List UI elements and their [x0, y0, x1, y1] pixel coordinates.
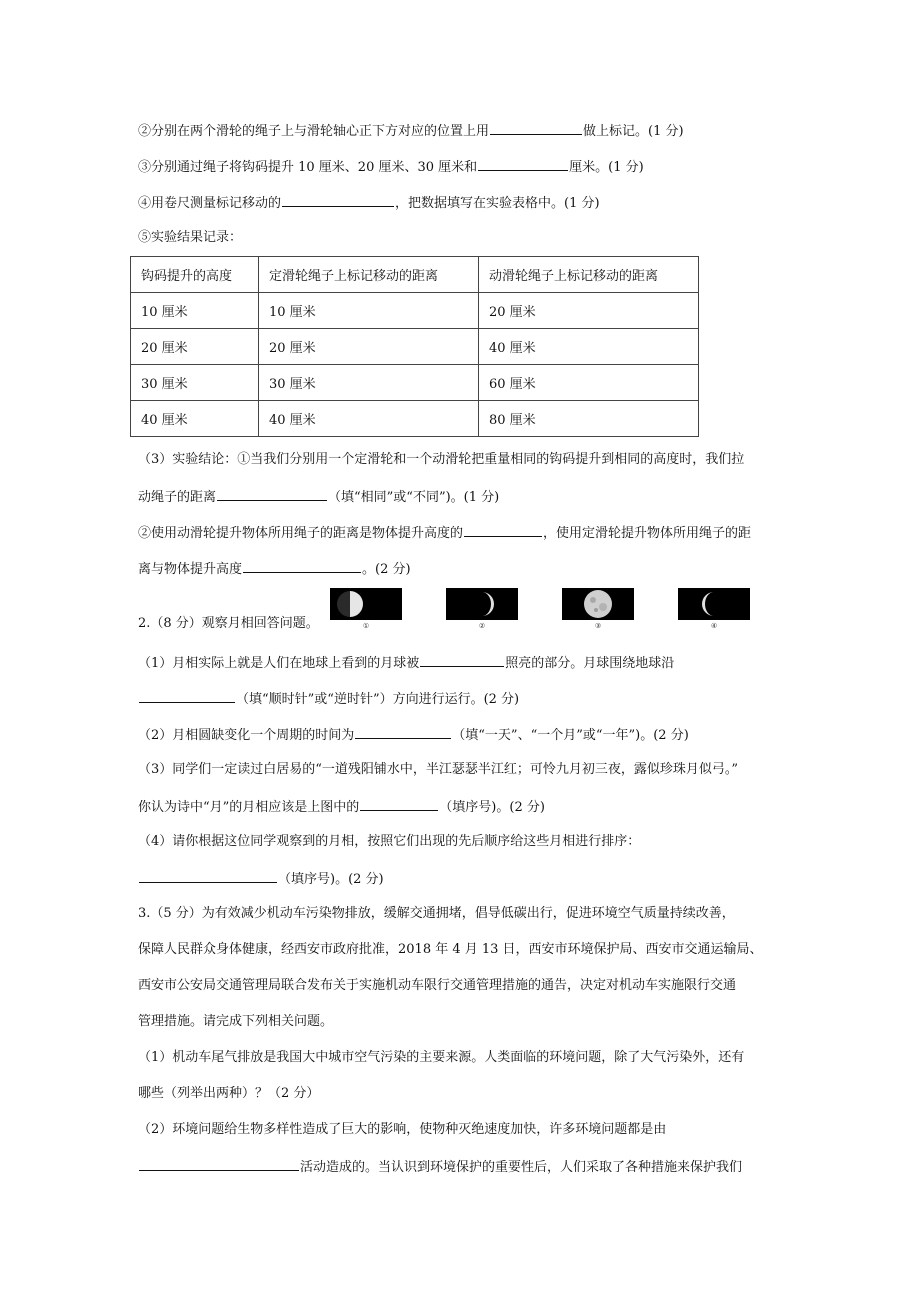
step-4-line	[138, 192, 600, 214]
step-3-line	[138, 156, 644, 178]
conclusion-text: ②使用动滑轮提升物体所用绳子的距离是物体提升高度的	[138, 526, 464, 541]
answer-blank[interactable]	[139, 868, 277, 883]
table-header-cell: 钩码提升的高度	[131, 257, 259, 293]
moon-label: ①	[362, 622, 370, 630]
answer-blank[interactable]	[282, 192, 394, 207]
table-row	[131, 329, 699, 365]
q2-part-1-line-2	[138, 688, 519, 710]
question-2-title: 2.（8 分）观察月相回答问题。	[138, 616, 319, 631]
table-cell: 20 厘米	[479, 293, 699, 329]
table-cell: 40 厘米	[131, 401, 259, 437]
answer-blank[interactable]	[420, 652, 504, 667]
q3-part-1-line-1: （1）机动车尾气排放是我国大中城市空气污染的主要来源。人类面临的环境问题，除了大气污染外，还有	[138, 1050, 745, 1065]
q2-text: （填序号)。(2 分)	[278, 872, 384, 887]
conclusion-line-1: （3）实验结论：①当我们分别用一个定滑轮和一个动滑轮把重量相同的钩码提升到相同的高度时，我们拉	[138, 452, 745, 467]
q3-part-2-line-2	[138, 1156, 742, 1178]
q3-text: 活动造成的。当认识到环境保护的重要性后，人们采取了各种措施来保护我们	[300, 1160, 743, 1175]
results-table	[130, 256, 699, 437]
table-row	[131, 401, 699, 437]
answer-blank[interactable]	[490, 120, 582, 135]
table-cell: 40 厘米	[479, 329, 699, 365]
step-2-text-end: 做上标记。(1 分)	[583, 124, 684, 139]
moon-label: ④	[710, 622, 718, 630]
conclusion-line-3	[138, 522, 751, 544]
q2-text: （2）月相圆缺变化一个周期的时间为	[138, 728, 355, 743]
table-cell: 20 厘米	[131, 329, 259, 365]
table-row	[131, 293, 699, 329]
conclusion-line-4	[138, 558, 411, 580]
moon-label: ②	[478, 622, 486, 630]
full-moon-icon	[562, 588, 634, 620]
table-cell: 20 厘米	[259, 329, 479, 365]
answer-blank[interactable]	[217, 486, 327, 501]
q2-text-end: （填“一天”、“一个月”或“一年”)。(2 分)	[452, 728, 689, 743]
answer-blank[interactable]	[464, 522, 542, 537]
table-header-row	[131, 257, 699, 293]
conclusion-line-2	[138, 486, 499, 508]
moon-phase-images	[330, 588, 760, 628]
waxing-crescent-icon	[446, 588, 518, 620]
q2-text: 你认为诗中“月”的月相应该是上图中的	[138, 800, 360, 815]
q2-part-4-line-1: （4）请你根据这位同学观察到的月相，按照它们出现的先后顺序给这些月相进行排序：	[138, 834, 641, 849]
table-header-cell: 定滑轮绳子上标记移动的距离	[259, 257, 479, 293]
q2-part-3-line-2	[138, 796, 545, 818]
conclusion-text: 离与物体提升高度	[138, 562, 243, 577]
q2-text-end: 照亮的部分。月球围绕地球沿	[505, 656, 675, 671]
table-cell: 80 厘米	[479, 401, 699, 437]
table-cell: 30 厘米	[259, 365, 479, 401]
q2-text: （1）月相实际上就是人们在地球上看到的月球被	[138, 656, 420, 671]
table-cell: 60 厘米	[479, 365, 699, 401]
q2-text: （填“顺时针”或“逆时针”）方向进行运行。(2 分)	[236, 692, 520, 707]
step-4-text-end: ，把数据填写在实验表格中。(1 分)	[395, 196, 600, 211]
table-cell: 10 厘米	[259, 293, 479, 329]
answer-blank[interactable]	[478, 156, 568, 171]
conclusion-text-end: ，使用定滑轮提升物体所用绳子的距	[543, 526, 752, 541]
answer-blank[interactable]	[360, 796, 438, 811]
q2-part-2-line	[138, 724, 689, 746]
q2-text-end: （填序号)。(2 分)	[439, 800, 545, 815]
q2-part-3-line-1: （3）同学们一定读过白居易的“一道残阳铺水中，半江瑟瑟半江红；可怜九月初三夜，露似珍珠月似弓。”	[138, 762, 739, 777]
half-moon-icon	[330, 588, 402, 620]
answer-blank[interactable]	[139, 1156, 299, 1171]
question-3-line-4: 管理措施。请完成下列相关问题。	[138, 1014, 334, 1029]
step-4-text: ④用卷尺测量标记移动的	[138, 196, 282, 211]
q2-part-1-line-1	[138, 652, 674, 674]
table-cell: 40 厘米	[259, 401, 479, 437]
question-3-line-3: 西安市公安局交通管理局联合发布关于实施机动车限行交通管理措施的通告，决定对机动车实施限行交通	[138, 978, 737, 993]
answer-blank[interactable]	[355, 724, 451, 739]
q2-part-4-line-2	[138, 868, 384, 890]
step-3-text-end: 厘米。(1 分)	[569, 160, 644, 175]
step-2-text: ②分别在两个滑轮的绳子上与滑轮轴心正下方对应的位置上用	[138, 124, 490, 139]
conclusion-text-end: （填“相同”或“不同”)。(1 分)	[328, 490, 500, 505]
waning-crescent-icon	[678, 588, 750, 620]
question-3-line-2: 保障人民群众身体健康，经西安市政府批准，2018 年 4 月 13 日，西安市环境保护局、西安市交通运输局、	[138, 942, 763, 957]
answer-blank[interactable]	[139, 688, 235, 703]
q3-part-1-line-2: 哪些（列举出两种）？（2 分）	[138, 1086, 320, 1101]
table-cell: 10 厘米	[131, 293, 259, 329]
step-2-line	[138, 120, 684, 142]
step-5-line: ⑤实验结果记录：	[138, 230, 243, 245]
answer-blank[interactable]	[243, 558, 361, 573]
conclusion-text-end: 。(2 分)	[362, 562, 411, 577]
conclusion-text: 动绳子的距离	[138, 490, 217, 505]
table-cell: 30 厘米	[131, 365, 259, 401]
moon-label: ③	[594, 622, 602, 630]
question-3-line-1: 3.（5 分）为有效减少机动车污染物排放，缓解交通拥堵，倡导低碳出行，促进环境空气质量持续改善，	[138, 906, 735, 921]
table-row	[131, 365, 699, 401]
table-header-cell: 动滑轮绳子上标记移动的距离	[479, 257, 699, 293]
step-3-text: ③分别通过绳子将钩码提升 10 厘米、20 厘米、30 厘米和	[138, 160, 478, 175]
q3-part-2-line-1: （2）环境问题给生物多样性造成了巨大的影响，使物种灭绝速度加快，许多环境问题都是由	[138, 1122, 667, 1137]
